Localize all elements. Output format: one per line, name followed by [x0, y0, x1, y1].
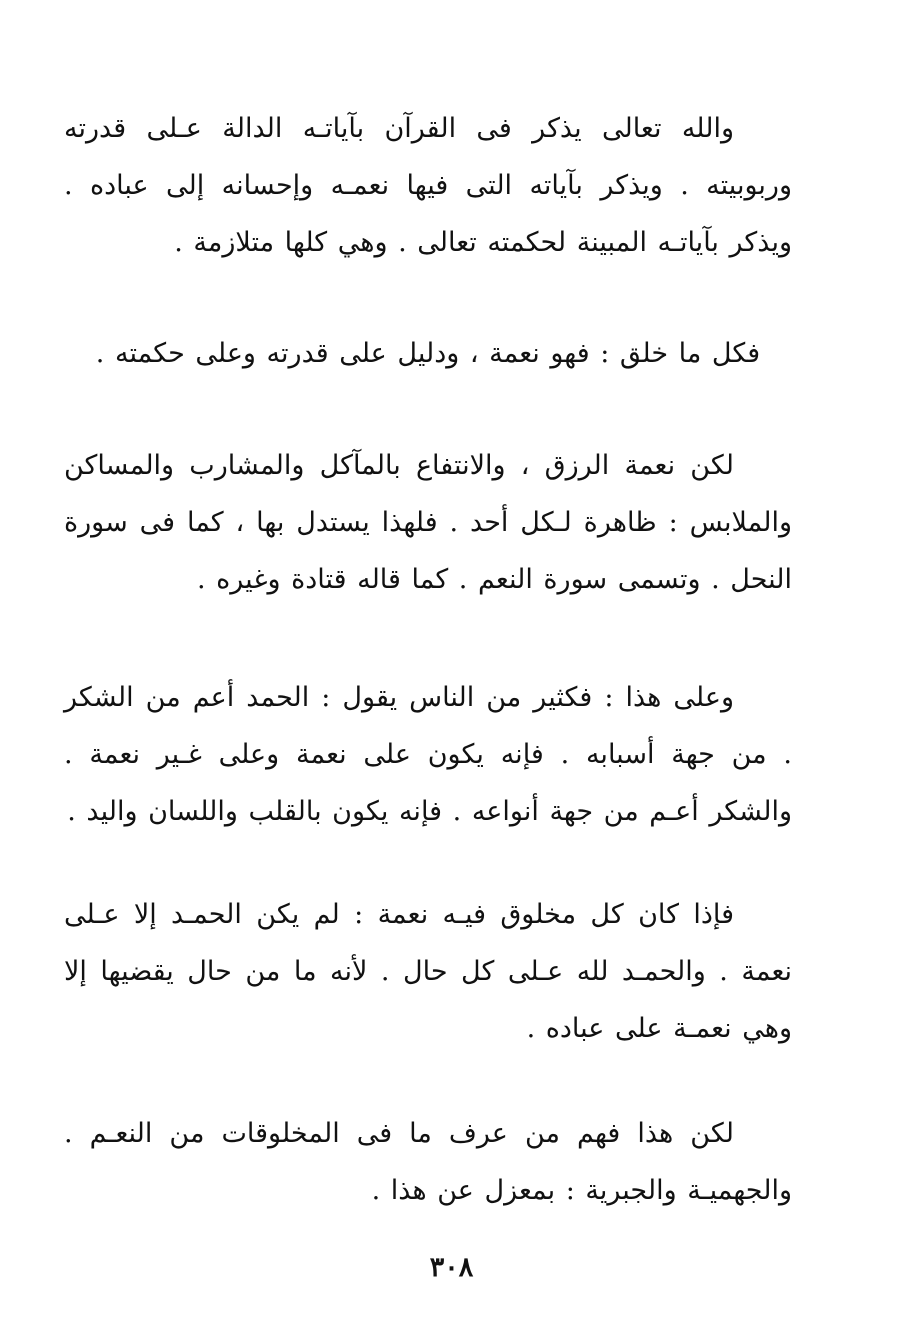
- paragraph-6: [64, 1105, 792, 1219]
- paragraph-1-text: والله تعالى يذكر فى القرآن بآياتـه الدالة عـلى قدرته وربوبيته . ويذكر بآياته التى فيها نعمـه وإحسانه إلى عباده . ويذكر بآياتـه المبينة لحكمته تعالى . وهي كلها متلازمة .: [64, 113, 792, 258]
- paragraph-2: [64, 325, 792, 382]
- paragraph-1: [64, 100, 792, 271]
- page-number: ٣٠٨: [429, 1252, 474, 1283]
- paragraph-5: [64, 886, 792, 1057]
- paragraph-3-text: لكن نعمة الرزق ، والانتفاع بالمآكل والمشارب والمساكن والملابس : ظاهرة لـكل أحد . فلهذا يستدل بها ، كما فى سورة النحل . وتسمى سورة النعم . كما قاله قتادة وغيره .: [64, 450, 792, 595]
- paragraph-4-text: وعلى هذا : فكثير من الناس يقول : الحمد أعم من الشكر . من جهة أسبابه . فإنه يكون على نعمة وعلى غـير نعمة . والشكر أعـم من جهة أنواعه . فإنه يكون بالقلب واللسان واليد .: [64, 682, 792, 827]
- paragraph-2-text: فكل ما خلق : فهو نعمة ، ودليل على قدرته وعلى حكمته .: [95, 338, 761, 369]
- paragraph-3: [64, 437, 792, 608]
- paragraph-5-text: فإذا كان كل مخلوق فيـه نعمة : لم يكن الحمـد إلا عـلى نعمة . والحمـد لله عـلى كل حال . لأنه ما من حال يقضيها إلا وهي نعمـة على عباده .: [64, 899, 792, 1044]
- paragraph-4: [64, 669, 792, 840]
- paragraph-6-text: لكن هذا فهم من عرف ما فى المخلوقات من النعـم . والجهميـة والجبرية : بمعزل عن هذا .: [64, 1118, 792, 1206]
